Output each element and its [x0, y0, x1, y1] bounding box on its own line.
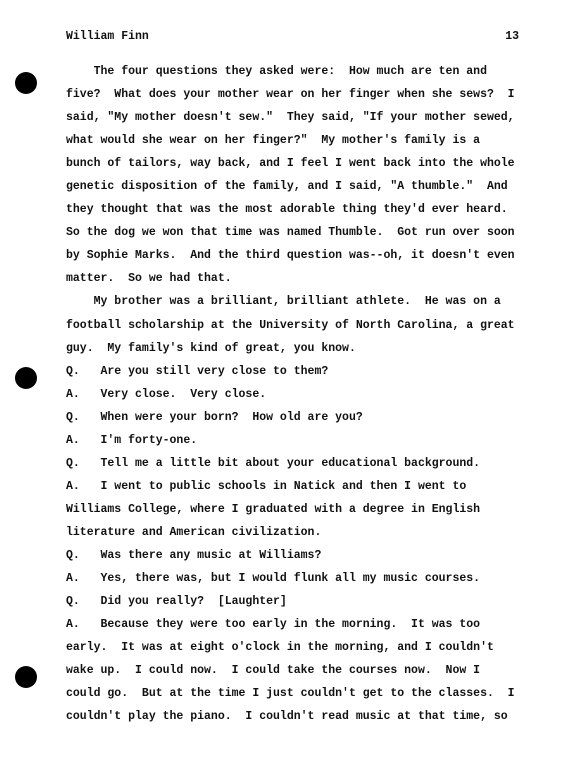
question-line: Q. Did you really? [Laughter]	[66, 595, 287, 609]
question-line: Q. Was there any music at Williams?	[66, 548, 322, 562]
text-line: could go. But at the time I just couldn't get to the classes. I	[66, 687, 515, 701]
transcript-body	[66, 60, 524, 728]
text-line: what would she wear on her finger?" My mother's family is a	[66, 134, 481, 148]
question-line: Q. Tell me a little bit about your educational background.	[66, 456, 481, 470]
text-line: Williams College, where I graduated with a degree in English	[66, 502, 481, 516]
text-line: guy. My family's kind of great, you know.	[66, 341, 356, 355]
text-line: genetic disposition of the family, and I said, "A thumble." And	[66, 180, 508, 194]
text-line: they thought that was the most adorable thing they'd ever heard.	[66, 203, 508, 217]
page-number: 13	[505, 30, 519, 43]
text-line: bunch of tailors, way back, and I feel I went back into the whole	[66, 157, 515, 171]
answer-line: A. I'm forty-one.	[66, 433, 198, 447]
text-line: So the dog we won that time was named Thumble. Got run over soon	[66, 226, 515, 240]
binder-hole	[15, 72, 37, 94]
text-line: literature and American civilization.	[66, 525, 322, 539]
answer-line: A. Yes, there was, but I would flunk all my music courses.	[66, 572, 481, 586]
text-line: said, "My mother doesn't sew." They said, "If your mother sewed,	[66, 111, 515, 125]
answer-line: A. Very close. Very close.	[66, 387, 267, 401]
text-line: couldn't play the piano. I couldn't read music at that time, so	[66, 710, 508, 724]
question-line: Q. Are you still very close to them?	[66, 364, 329, 378]
text-line: matter. So we had that.	[66, 272, 232, 286]
answer-line: A. Because they were too early in the morning. It was too	[66, 618, 481, 632]
text-line: wake up. I could now. I could take the courses now. Now I	[66, 664, 481, 678]
header-name: William Finn	[66, 30, 149, 43]
binder-hole	[15, 367, 37, 389]
question-line: Q. When were your born? How old are you?	[66, 410, 363, 424]
text-line: early. It was at eight o'clock in the morning, and I couldn't	[66, 641, 494, 655]
text-line: The four questions they asked were: How much are ten and	[66, 65, 487, 78]
text-line: five? What does your mother wear on her finger when she sews? I	[66, 88, 515, 102]
binder-hole	[15, 666, 37, 688]
answer-line: A. I went to public schools in Natick and then I went to	[66, 479, 467, 493]
text-line: by Sophie Marks. And the third question was--oh, it doesn't even	[66, 249, 515, 263]
text-line: football scholarship at the University of North Carolina, a great	[66, 318, 515, 332]
text-line: My brother was a brilliant, brilliant athlete. He was on a	[66, 295, 501, 309]
